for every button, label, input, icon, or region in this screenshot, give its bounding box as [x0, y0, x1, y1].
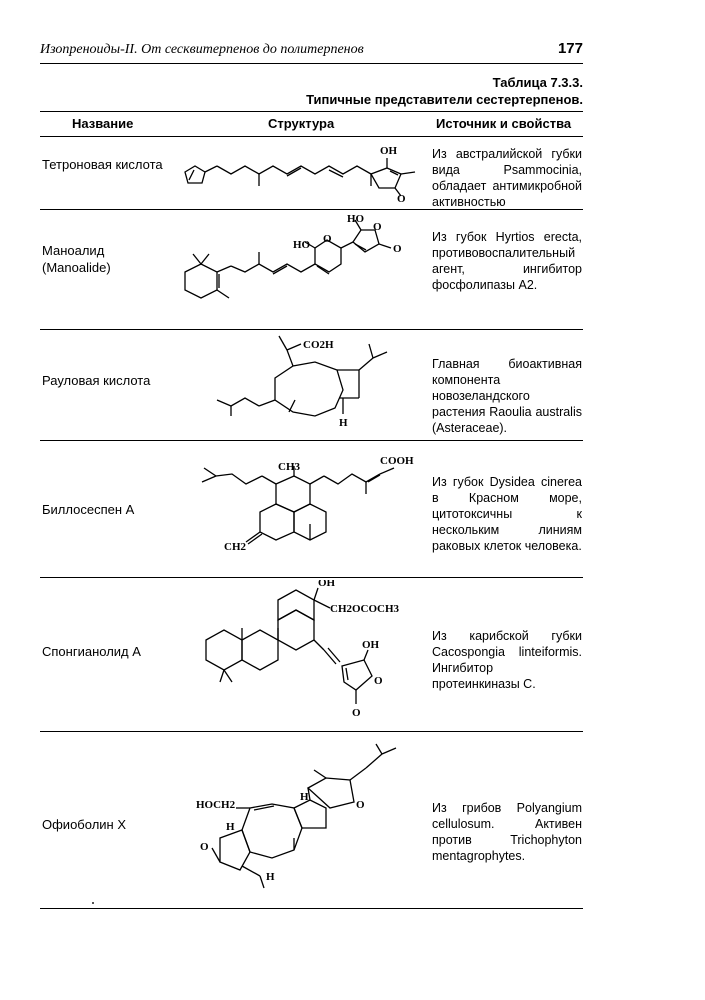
row-name-tetronic-acid: Тетроновая кислота: [42, 157, 163, 172]
label-o: O: [356, 799, 365, 811]
structure-raulic-acid: [195, 332, 425, 437]
label-ho: HO: [293, 239, 311, 251]
label-oh: OH: [362, 639, 380, 651]
label-ho: HO: [347, 213, 365, 225]
label-cooh: COOH: [380, 455, 414, 467]
label-o: O: [352, 707, 361, 719]
row-name-spongianolide: Спонгианолид А: [42, 644, 141, 659]
label-h: H: [266, 871, 275, 883]
label-oh: OH: [380, 145, 398, 157]
column-header-structure: Структура: [268, 116, 335, 131]
row-desc-billosespene: Из губок Dysidea cinerea в Красном море, цитотоксичны к нескольким линиям раковых клеток человека.: [432, 475, 582, 553]
label-h: H: [300, 791, 309, 803]
label-hoch2: HOCH2: [196, 799, 236, 811]
scan-speck: [92, 902, 94, 904]
row-separator: [40, 440, 583, 441]
row-desc-spongianolide: Из карибской губки Cacospongia linteiformis. Ингибитор протеинкиназы С.: [432, 629, 582, 691]
label-o: O: [374, 675, 383, 687]
row-separator: [40, 577, 583, 578]
row-desc-raulic-acid: Главная биоактивная компонента новозеландского растения Raoulia australis (Asteraceae).: [432, 357, 582, 435]
label-o: O: [200, 841, 209, 853]
structure-ophiobolin: [190, 738, 425, 898]
label-h: H: [226, 821, 235, 833]
row-desc-manoalide: Из губок Hyrtios erecta, противовоспалительный агент, ингибитор фосфолипазы A2.: [432, 230, 582, 292]
table-bottom-rule: [40, 908, 583, 909]
structure-tetronic-acid: [175, 140, 425, 204]
label-ch2ococh3: CH2OCOCH3: [330, 603, 400, 615]
row-name-manoalide: Маноалид (Manoalide): [42, 243, 111, 275]
row-separator: [40, 209, 583, 210]
column-header-name: Название: [72, 116, 134, 131]
row-name-billosespene: Биллосеспен А: [42, 502, 135, 517]
page-number: 177: [557, 40, 583, 57]
row-desc-tetronic-acid: Из австралийской губки вида Psammocinia, обладает антимикробной активностью: [432, 147, 582, 209]
row-desc-ophiobolin: Из грибов Polyangium cellulosum. Активен против Trichophyton mentagrophytes.: [432, 801, 582, 863]
label-oh: OH: [318, 580, 336, 589]
running-head: Изопреноиды-II. От сесквитерпенов до политерпенов: [40, 42, 364, 57]
label-o: O: [397, 193, 406, 204]
structure-spongianolide: [196, 580, 416, 730]
table-title: Типичные представители сестертерпенов.: [306, 92, 583, 107]
label-ch2: CH2: [224, 541, 246, 553]
table-top-rule: [40, 111, 583, 112]
row-name-raulic-acid: Рауловая кислота: [42, 373, 151, 388]
row-separator: [40, 731, 583, 732]
row-name-ophiobolin: Офиоболин Х: [42, 817, 126, 832]
header-bottom-rule: [40, 136, 583, 137]
header-rule: [40, 63, 583, 64]
table-number: Таблица 7.3.3.: [492, 75, 583, 90]
row-separator: [40, 329, 583, 330]
label-h: H: [339, 417, 348, 429]
structure-manoalide: [165, 212, 425, 327]
label-o: O: [323, 233, 332, 245]
structure-billosespene: [180, 446, 425, 571]
label-o: O: [393, 243, 402, 255]
label-o: O: [373, 221, 382, 233]
label-ch3: CH3: [278, 461, 300, 473]
label-co2h: CO2H: [303, 339, 334, 351]
column-header-source: Источник и свойства: [436, 116, 572, 131]
